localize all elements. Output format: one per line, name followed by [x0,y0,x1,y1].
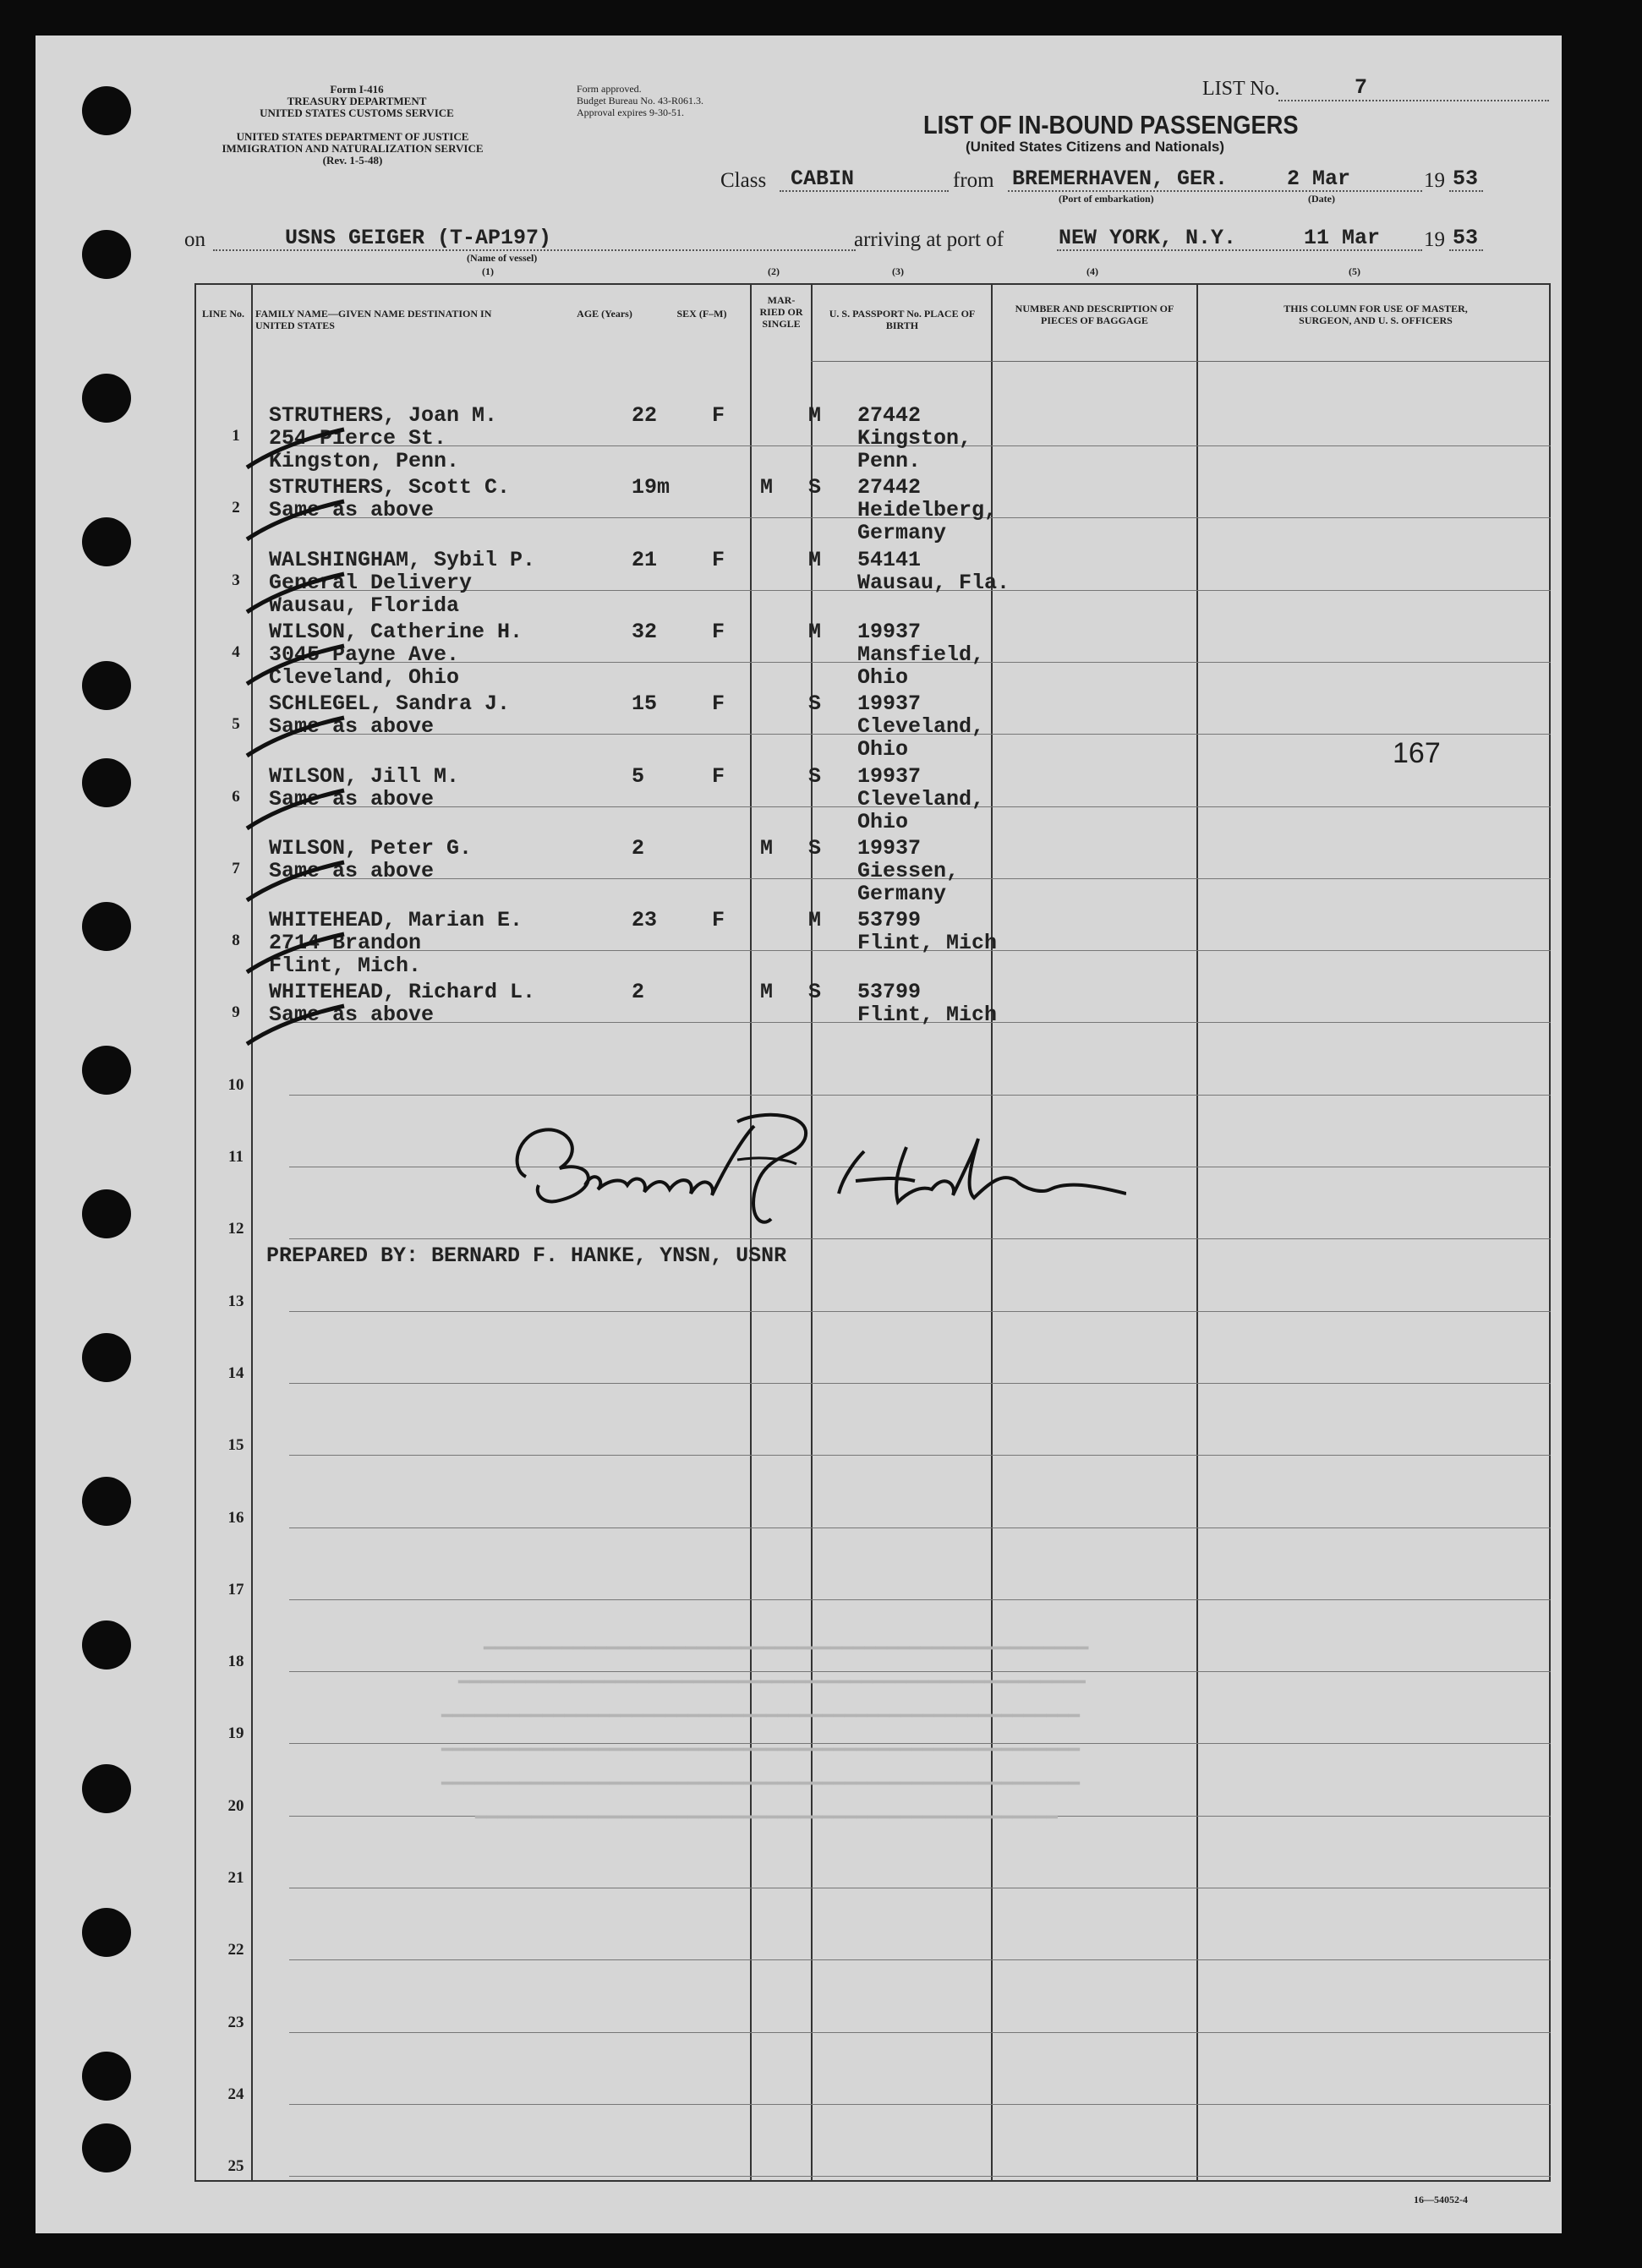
punch-hole [82,902,131,951]
passport-number: 19937 [857,835,922,861]
place-of-birth: Giessen, [857,858,960,883]
row-separator [289,2104,1551,2105]
line-number: 25 [227,2157,244,2176]
check-mark-icon [238,926,348,985]
department: TREASURY DEPARTMENT [287,95,427,107]
passenger-marital: S [808,763,822,789]
passenger-destination: Flint, Mich. [269,954,422,979]
row-separator [289,1311,1551,1312]
header-married: MAR- RIED OR SINGLE [759,294,803,330]
passenger-name: SCHLEGEL, Sandra J. [269,691,511,717]
line-number: 5 [232,715,240,734]
check-mark-icon [238,782,348,841]
punch-hole [82,2123,131,2172]
check-mark-icon [238,493,348,552]
passenger-age: 32 [632,619,658,644]
passenger-sex-f: F [712,619,725,644]
passenger-name: WILSON, Peter G. [269,835,473,861]
passenger-sex-f: F [712,691,725,717]
line-number: 18 [227,1653,244,1671]
passenger-destination: Same as above [269,858,435,883]
passenger-age: 2 [632,835,645,861]
revision: (Rev. 1-5-48) [322,154,383,167]
passenger-destination: 254 Pierce St. [269,426,447,451]
passport-number: 53799 [857,980,922,1005]
embark-year: 53 [1453,167,1479,191]
header-passport: U. S. PASSPORT No. PLACE OF BIRTH [829,308,976,331]
passport-number: 27442 [857,403,922,428]
header-baggage: NUMBER AND DESCRIPTION OF PIECES OF BAGGAGE [1015,303,1174,326]
row-separator [289,2176,1551,2177]
passenger-destination: Same as above [269,1003,435,1028]
date-caption: (Date) [1308,193,1335,205]
punch-hole [82,1620,131,1670]
bleed-through-text: ━━━━━━━━━━━━━━━━━━━━━━━━━━━━━━━━━━━━━━━━━━━━━━━━━━━━━━━━━ [441,1739,1080,1760]
from-label: from [953,169,994,192]
passenger-age: 15 [632,691,658,717]
row-separator [289,2032,1551,2033]
list-no-value: 7 [1355,75,1368,100]
col-num-1: (1) [482,265,494,277]
col-num-3: (3) [892,265,904,277]
col-sep-officers [1196,283,1198,2182]
line-number: 20 [227,1796,244,1815]
line-number: 15 [227,1436,244,1455]
punch-hole [82,86,131,135]
header-sex: SEX (F–M) [676,308,727,320]
col-num-2: (2) [768,265,780,277]
passenger-marital: M [808,547,822,572]
line-number: 12 [227,1220,244,1238]
passenger-destination: Cleveland, Ohio [269,664,460,690]
place-of-birth: Penn. [857,449,922,473]
line-number: 21 [227,1869,244,1887]
check-mark-icon [238,854,348,913]
passport-number: 19937 [857,691,922,717]
check-mark-icon [238,637,348,697]
passenger-age: 19m [632,475,670,500]
passenger-sex-f: F [712,908,725,933]
footer-code: 16—54052-4 [1414,2194,1468,2205]
form-number: Form I-416 [330,83,384,96]
arrival-year: 53 [1453,226,1479,250]
line-number: 11 [228,1148,244,1166]
passenger-marital: S [808,475,822,500]
line-number: 24 [227,2085,244,2103]
line-number: 22 [227,1941,244,1959]
form-subtitle: (United States Citizens and Nationals) [966,139,1225,155]
col-num-4: (4) [1086,265,1098,277]
punch-hole [82,517,131,566]
passenger-name: WHITEHEAD, Marian E. [269,908,523,933]
punch-hole [82,374,131,423]
on-label: on [184,228,205,251]
passenger-marital: M [808,908,822,933]
justice-dept: UNITED STATES DEPARTMENT OF JUSTICE [236,130,469,143]
list-no-label: LIST No. [1202,78,1280,100]
ins: IMMIGRATION AND NATURALIZATION SERVICE [222,142,484,155]
line-number: 16 [227,1508,244,1527]
header-name: FAMILY NAME—GIVEN NAME DESTINATION IN UNITED STATES [255,308,492,331]
port-caption: (Port of embarkation) [1059,193,1154,205]
line-number: 6 [232,787,240,806]
check-mark-icon [238,997,348,1057]
passenger-sex-m: M [760,835,774,861]
passenger-name: STRUTHERS, Scott C. [269,475,511,500]
passenger-name: STRUTHERS, Joan M. [269,403,498,428]
arriving-label: arriving at port of [854,228,1004,251]
passenger-destination: Kingston, Penn. [269,449,460,473]
bleed-through-text: ━━━━━━━━━━━━━━━━━━━━━━━━━━━━━━━━━━━━━━━━━━━━━━━━━━━━━━━━━ [441,1773,1080,1794]
punch-hole [82,1477,131,1526]
officer-note: 167 [1393,737,1441,769]
line-number: 1 [232,427,240,445]
row-separator [289,1095,1551,1096]
punch-hole [82,1046,131,1095]
row-separator [289,1383,1551,1384]
passenger-sex-f: F [712,547,725,572]
list-no-underline [1278,100,1549,101]
place-of-birth: Cleveland, [857,786,985,812]
punch-hole [82,1908,131,1957]
row-separator [289,1527,1551,1528]
year-prefix: 19 [1424,169,1445,192]
passenger-age: 22 [632,403,658,428]
row-separator [289,1599,1551,1600]
header-officers: THIS COLUMN FOR USE OF MASTER, SURGEON, AND U. S. OFFICERS [1283,303,1468,326]
passenger-marital: M [808,403,822,428]
passenger-destination: General Delivery [269,570,473,595]
place-of-birth: Ohio [857,737,909,762]
passenger-age: 23 [632,908,658,933]
passport-number: 19937 [857,619,922,644]
passenger-destination: Wausau, Florida [269,593,460,618]
passport-number: 54141 [857,547,922,572]
class-value: CABIN [791,167,855,191]
passenger-name: WILSON, Jill M. [269,763,460,789]
punch-hole [82,1764,131,1813]
passenger-destination: Same as above [269,786,435,812]
passenger-destination: Same as above [269,498,435,523]
line-number: 4 [232,642,240,661]
vessel-caption: (Name of vessel) [467,252,538,264]
col-num-5: (5) [1349,265,1360,277]
line-number: 9 [232,1003,240,1022]
passenger-sex-f: F [712,763,725,789]
bleed-through-text: ━━━━━━━━━━━━━━━━━━━━━━━━━━━━━━━━━━━━━━━━━━━━━━━━━━━━━━━━━ [441,1705,1080,1726]
passenger-sex-m: M [760,475,774,500]
bleed-through-text: ━━━━━━━━━━━━━━━━━━━━━━━━━━━━━━━━━━━━━━━━━━━━━━━━━━━━━━━━ [458,1671,1086,1692]
passenger-marital: M [808,619,822,644]
passenger-age: 5 [632,763,645,789]
header-line-no: LINE No. [201,308,244,320]
line-number: 19 [227,1724,244,1743]
place-of-birth: Ohio [857,809,909,834]
header-rule [811,361,1549,362]
place-of-birth: Ohio [857,664,909,690]
punch-hole [82,661,131,710]
passenger-marital: S [808,835,822,861]
line-number: 3 [232,571,240,589]
table-bottom-border [194,2180,1551,2182]
place-of-birth: Flint, Mich [857,931,998,956]
check-mark-icon [238,566,348,625]
bleed-through-text: ━━━━━━━━━━━━━━━━━━━━━━━━━━━━━━━━━━━━━━━━━━━━━━━━━━━━━━ [484,1637,1089,1659]
table-left-border [194,283,196,2182]
passenger-age: 2 [632,980,645,1005]
line-number: 8 [232,932,240,950]
table-right-border [1549,283,1551,2182]
passenger-destination: 2714 Brandon [269,931,422,956]
line-number: 14 [227,1364,244,1382]
place-of-birth: Mansfield, [857,642,985,667]
punch-hole [82,230,131,279]
bleed-through-text: ━━━━━━━━━━━━━━━━━━━━━━━━━━━━━━━━━━━━━━━━━━━━━━━━━━━━ [475,1806,1058,1828]
class-label: Class [720,169,767,192]
service: UNITED STATES CUSTOMS SERVICE [260,107,454,119]
year-prefix-2: 19 [1424,228,1445,251]
passenger-name: WALSHINGHAM, Sybil P. [269,547,536,572]
punch-hole [82,2052,131,2101]
passenger-marital: S [808,691,822,717]
approval-expiry: Approval expires 9-30-51. [577,107,684,118]
prepared-by: PREPARED BY: BERNARD F. HANKE, YNSN, USNR [266,1243,787,1268]
line-number: 23 [227,2013,244,2031]
passenger-destination: Same as above [269,714,435,740]
place-of-birth: Germany [857,881,947,906]
check-mark-icon [238,421,348,480]
passport-number: 53799 [857,908,922,933]
embark-date: 2 Mar [1287,167,1351,191]
passenger-name: WILSON, Catherine H. [269,619,523,644]
passenger-age: 21 [632,547,658,572]
passenger-destination: 3045 Payne Ave. [269,642,460,667]
place-of-birth: Germany [857,521,947,546]
line-number: 10 [227,1075,244,1094]
passenger-sex-f: F [712,403,725,428]
arrival-date: 11 Mar [1304,226,1381,250]
passenger-sex-m: M [760,980,774,1005]
place-of-birth: Kingston, [857,426,972,451]
place-of-birth: Heidelberg, [857,498,998,523]
port-embarkation: BREMERHAVEN, GER. [1012,167,1229,191]
check-mark-icon [238,709,348,768]
place-of-birth: Wausau, Fla. [857,570,1010,595]
passenger-marital: S [808,980,822,1005]
port-arrival: NEW YORK, N.Y. [1059,226,1237,250]
row-separator [289,1959,1551,1960]
header-age: AGE (Years) [577,308,632,320]
place-of-birth: Cleveland, [857,714,985,740]
passport-number: 27442 [857,475,922,500]
form-title: LIST OF IN-BOUND PASSENGERS [923,110,1299,139]
row-separator [289,1455,1551,1456]
line-number: 17 [227,1580,244,1599]
form-approved: Form approved. [577,83,642,95]
passport-number: 19937 [857,763,922,789]
budget-bureau: Budget Bureau No. 43-R061.3. [577,95,703,107]
line-number: 7 [232,859,240,877]
table-top-border [194,283,1551,285]
place-of-birth: Flint, Mich [857,1003,998,1028]
line-number: 2 [232,499,240,517]
punch-hole [82,1333,131,1382]
punch-hole [82,1189,131,1238]
line-number: 13 [227,1292,244,1310]
passenger-name: WHITEHEAD, Richard L. [269,980,536,1005]
form-sheet [36,36,1562,2233]
signature-graphic [458,1101,1126,1244]
vessel-name: USNS GEIGER (T-AP197) [285,226,552,250]
punch-hole [82,758,131,807]
